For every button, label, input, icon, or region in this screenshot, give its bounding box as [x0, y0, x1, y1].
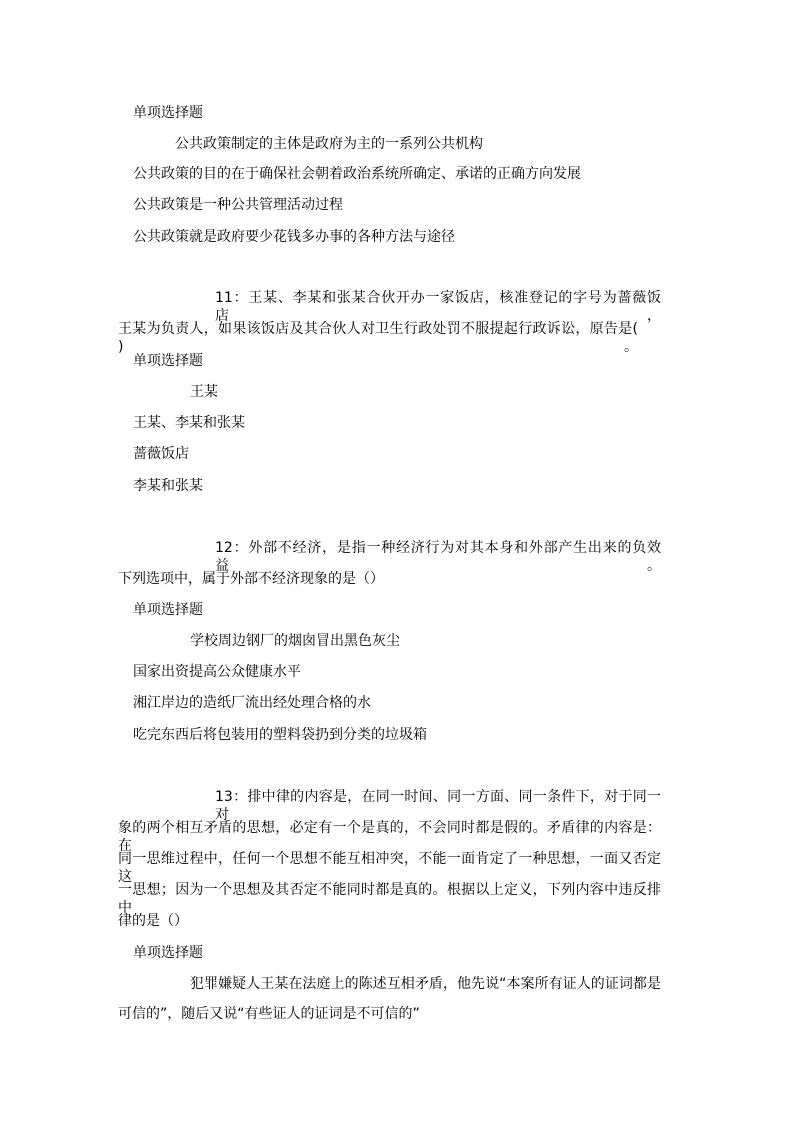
- option-b: 公共政策的目的在于确保社会朝着政治系统所确定、承诺的正确方向发展: [133, 166, 581, 182]
- option-c: 湘江岸边的造纸厂流出经处理合格的水: [133, 695, 371, 711]
- question-12-text: 12：外部不经济，是指一种经济行为对其本身和外部产生出来的负效益。: [215, 540, 661, 574]
- option-a: 学校周边钢厂的烟囱冒出黑色灰尘: [190, 633, 400, 649]
- option-a: 王某: [190, 384, 218, 400]
- question-type: 单项选择题: [133, 945, 203, 961]
- question-11-text: 11：王某、李某和张某合伙开办一家饭店，核准登记的字号为蔷薇饭店，: [215, 290, 661, 324]
- option-a: 公共政策制定的主体是政府为主的一系列公共机构: [175, 136, 483, 152]
- question-13-text: 13：排中律的内容是，在同一时间、同一方面、同一条件下，对于同一对: [215, 789, 661, 823]
- question-type: 单项选择题: [133, 602, 203, 618]
- option-d: 吃完东西后将包装用的塑料袋扔到分类的垃圾箱: [133, 727, 427, 743]
- option-b: 王某、李某和张某: [133, 415, 245, 431]
- question-13-text: 一思想；因为一个思想及其否定不能同时都是真的。根据以上定义，下列内容中违反排中: [118, 882, 661, 916]
- option-d: 李某和张某: [133, 478, 203, 494]
- question-type: 单项选择题: [133, 353, 203, 369]
- option-a: 犯罪嫌疑人王某在法庭上的陈述互相矛盾，他先说“本案所有证人的证词都是: [190, 976, 661, 992]
- question-13-text: 同一思维过程中，任何一个思想不能互相冲突，不能一面肯定了一种思想，一面又否定这: [118, 851, 661, 885]
- option-d: 公共政策就是政府要少花钱多办事的各种方法与途径: [133, 229, 455, 245]
- option-a-cont: 可信的”，随后又说“有些证人的证词是不可信的”: [118, 1006, 420, 1022]
- option-c: 蔷薇饭店: [133, 446, 189, 462]
- question-13-text: 象的两个相互矛盾的思想，必定有一个是真的，不会同时都是假的。矛盾律的内容是：在: [118, 820, 661, 854]
- question-11-text: 王某为负责人，如果该饭店及其合伙人对卫生行政处罚不服提起行政诉讼，原告是( )。: [118, 321, 638, 355]
- question-12-text: 下列选项中，属于外部不经济现象的是（）: [118, 571, 384, 587]
- option-b: 国家出资提高公众健康水平: [133, 664, 301, 680]
- option-c: 公共政策是一种公共管理活动过程: [133, 197, 343, 213]
- question-type: 单项选择题: [133, 105, 203, 121]
- question-13-text: 律的是（）: [118, 913, 188, 929]
